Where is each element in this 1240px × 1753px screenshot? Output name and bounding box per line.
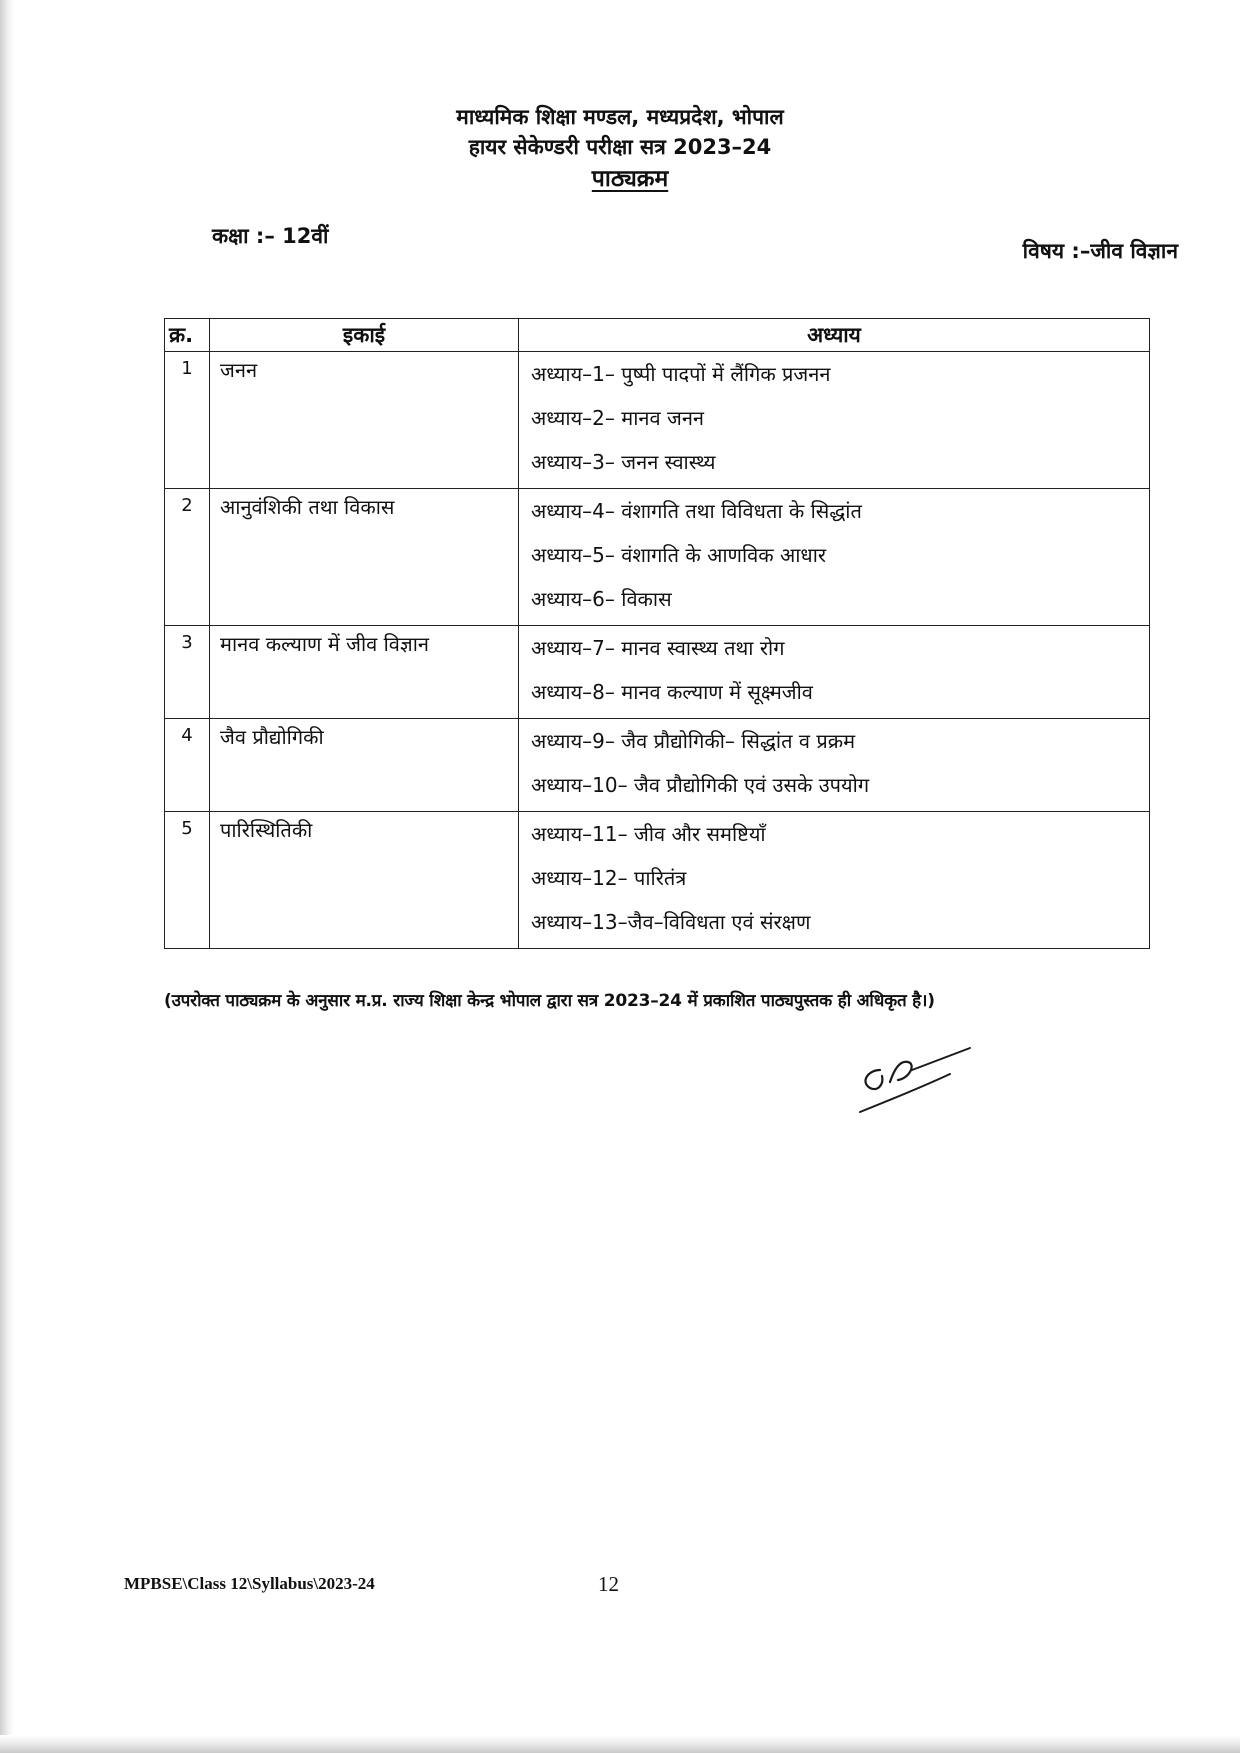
authorization-note: (उपरोक्त पाठ्यक्रम के अनुसार म.प्र. राज्य शिक्षा केन्द्र भोपाल द्वारा सत्र 2023–24 में प्रकाशित पाठ्यपुस्तक ही अधिकृत है।)	[164, 991, 935, 1011]
chapter-item: अध्याय–1– पुष्पी पादपों में लैंगिक प्रजनन	[531, 362, 831, 386]
header-serial: क्र.	[165, 319, 210, 352]
page-number: 12	[598, 1572, 619, 1596]
row-serial: 2	[165, 489, 210, 626]
chapter-item: अध्याय–6– विकास	[531, 587, 672, 611]
signature-image	[850, 1040, 980, 1120]
chapter-item: अध्याय–11– जीव और समष्टियाँ	[531, 822, 766, 846]
table-header-row	[165, 319, 1150, 352]
row-unit: मानव कल्याण में जीव विज्ञान	[210, 626, 519, 719]
chapter-item: अध्याय–3– जनन स्वास्थ्य	[531, 450, 716, 474]
row-unit: जैव प्रौद्योगिकी	[210, 719, 519, 812]
table-row	[165, 352, 1150, 489]
row-chapters	[519, 626, 1150, 719]
table-row	[165, 812, 1150, 949]
chapter-item: अध्याय–4– वंशागति तथा विविधता के सिद्धांत	[531, 499, 862, 523]
row-chapters	[519, 719, 1150, 812]
header-chapter: अध्याय	[519, 319, 1150, 352]
page-edge-shadow	[0, 0, 14, 1753]
chapter-item: अध्याय–10– जैव प्रौद्योगिकी एवं उसके उपयोग	[531, 773, 870, 797]
document-header	[0, 102, 1240, 196]
page-bottom-shadow	[0, 1735, 1240, 1753]
row-serial: 1	[165, 352, 210, 489]
class-label: कक्षा :– 12वीं	[212, 224, 329, 248]
row-chapters	[519, 352, 1150, 489]
row-serial: 5	[165, 812, 210, 949]
chapter-item: अध्याय–7– मानव स्वास्थ्य तथा रोग	[531, 636, 785, 660]
row-unit: आनुवंशिकी तथा विकास	[210, 489, 519, 626]
table-row	[165, 489, 1150, 626]
footer-path: MPBSE\Class 12\Syllabus\2023-24	[124, 1574, 375, 1593]
chapter-item: अध्याय–8– मानव कल्याण में सूक्ष्मजीव	[531, 680, 813, 704]
row-serial: 3	[165, 626, 210, 719]
table-row	[165, 719, 1150, 812]
row-chapters	[519, 489, 1150, 626]
row-unit: जनन	[210, 352, 519, 489]
row-serial: 4	[165, 719, 210, 812]
chapter-item: अध्याय–13–जैव–विविधता एवं संरक्षण	[531, 910, 811, 934]
chapter-item: अध्याय–5– वंशागति के आणविक आधार	[531, 543, 827, 567]
row-chapters	[519, 812, 1150, 949]
chapter-item: अध्याय–9– जैव प्रौद्योगिकी– सिद्धांत व प्रक्रम	[531, 729, 856, 753]
header-unit: इकाई	[210, 319, 519, 352]
document-title: पाठ्यक्रम	[591, 166, 669, 192]
table-row	[165, 626, 1150, 719]
board-name: माध्यमिक शिक्षा मण्डल, मध्यप्रदेश, भोपाल	[456, 105, 784, 129]
row-unit: पारिस्थितिकी	[210, 812, 519, 949]
chapter-item: अध्याय–2– मानव जनन	[531, 406, 705, 430]
subject-label: विषय :–जीव विज्ञान	[1022, 239, 1178, 263]
syllabus-table	[164, 318, 1150, 949]
exam-session: हायर सेकेण्डरी परीक्षा सत्र 2023–24	[468, 135, 772, 159]
chapter-item: अध्याय–12– पारितंत्र	[531, 866, 687, 890]
